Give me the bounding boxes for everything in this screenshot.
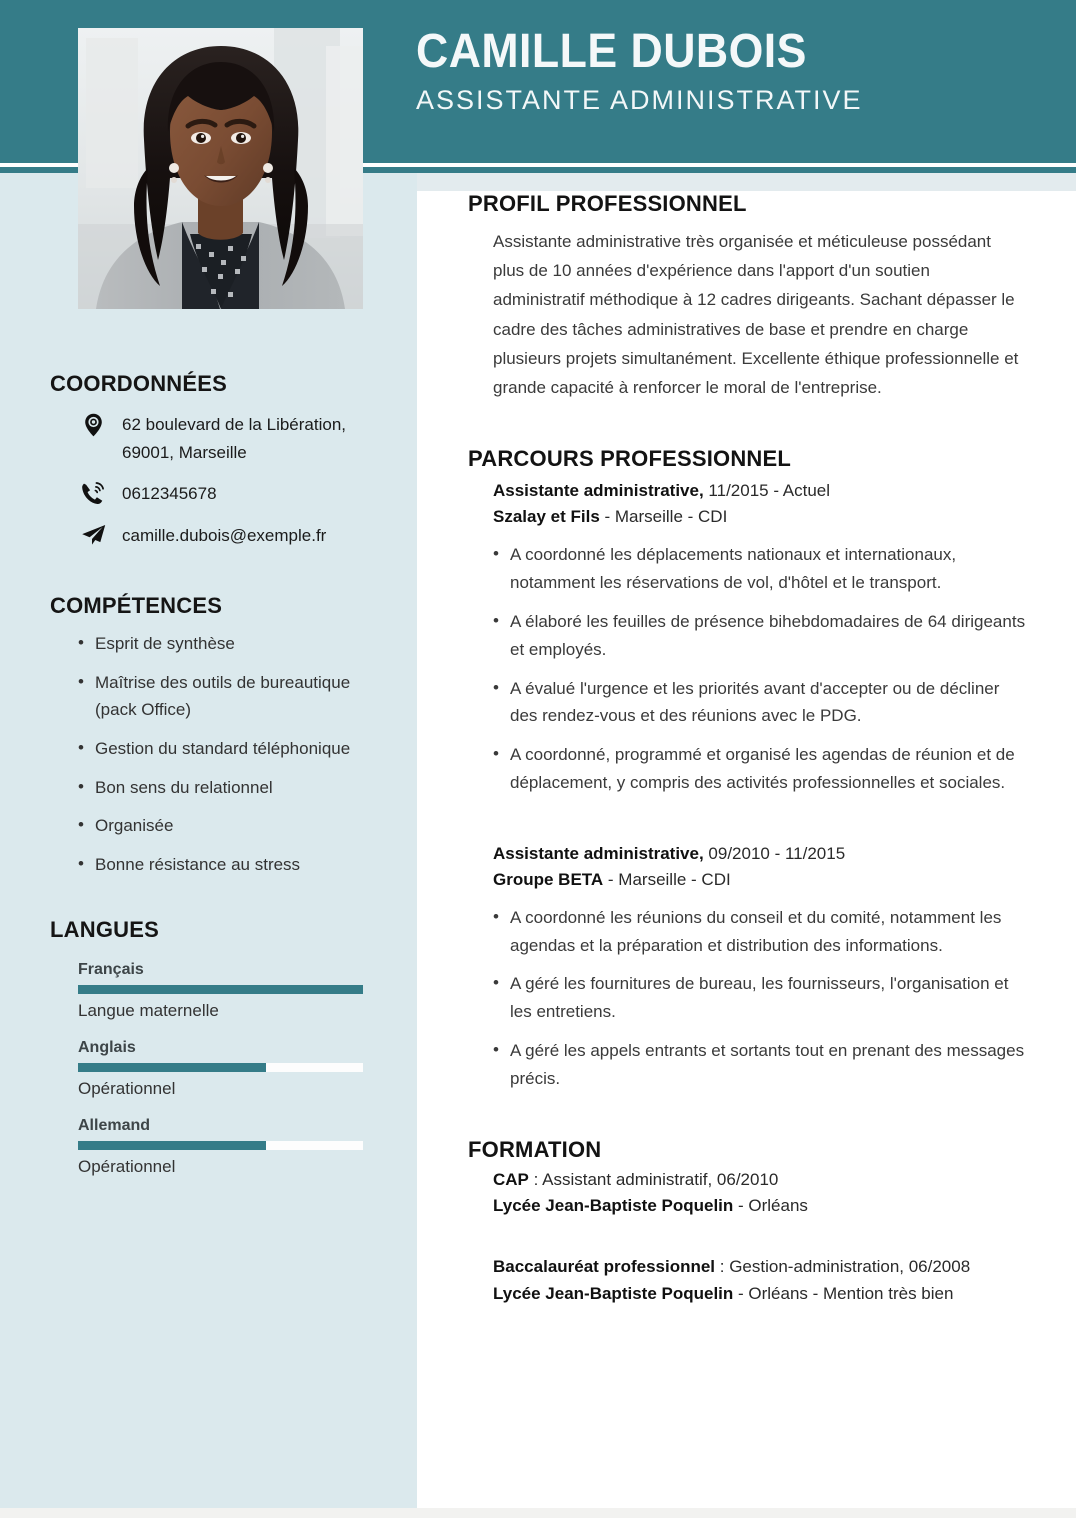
list-item: • Esprit de synthèse (78, 631, 358, 658)
language-name: Allemand (78, 1117, 151, 1135)
language-level-label: Opérationnel (78, 1079, 176, 1099)
education-school-meta: - Orléans (733, 1196, 808, 1216)
education-degree-line (493, 1254, 1028, 1281)
list-item: • A géré les appels entrants et sortants tout en prenant des messages précis. (493, 1037, 1028, 1093)
education-item (493, 1167, 1028, 1220)
list-item: • Gestion du standard téléphonique (78, 736, 358, 763)
contact-item-email[interactable] (78, 522, 417, 550)
experience-company-meta: - Marseille - CDI (599, 507, 728, 527)
language-level-fill (78, 985, 363, 994)
experience-company-meta: - Marseille - CDI (603, 869, 731, 889)
experience-dates: 09/2010 - 11/2015 (703, 844, 846, 864)
job-title: ASSISTANTE ADMINISTRATIVE (416, 84, 863, 115)
contact-heading: COORDONNÉES (50, 371, 227, 396)
sidebar (0, 173, 417, 1177)
list-item: • A géré les fournitures de bureau, les fournisseurs, l'organisation et les entretiens. (493, 970, 1028, 1026)
language-level-label: Langue maternelle (78, 1001, 219, 1021)
map-pin-icon (78, 411, 108, 437)
page-title: CAMILLE DUBOIS (416, 25, 807, 78)
experience-role: Assistante administrative, (493, 844, 704, 864)
experience-company-line (493, 867, 1028, 893)
experience-item (493, 478, 1028, 797)
education-school-line (493, 1193, 1028, 1220)
education-school-meta: - Orléans - Mention très bien (733, 1283, 954, 1303)
list-item: • Bonne résistance au stress (78, 852, 358, 879)
language-level-fill (78, 1141, 266, 1150)
experience-bullets (493, 904, 1028, 1093)
experience-company: Szalay et Fils (493, 507, 600, 527)
education-degree-meta: : Assistant administratif, 06/2010 (528, 1169, 779, 1189)
language-name: Anglais (78, 1039, 136, 1057)
language-level-fill (78, 1063, 266, 1072)
list-item: • A élaboré les feuilles de présence bihebdomadaires de 64 dirigeants et employés. (493, 608, 1028, 664)
language-level-bar (78, 1141, 363, 1150)
experience-bullets (493, 541, 1028, 797)
phone-icon (78, 480, 108, 505)
education-body (493, 1167, 1028, 1307)
header-text (416, 24, 1066, 116)
languages-heading: LANGUES (50, 917, 159, 943)
contact-email-text: camille.dubois@exemple.fr (122, 525, 327, 545)
education-school: Lycée Jean-Baptiste Poquelin (493, 1283, 734, 1303)
profile-text: Assistante administrative très organisée et méticuleuse possédant plus de 10 années d'expérience dans l'apport d'un soutien administratif méthodique à 12 cadres dirigeants. Sachant dépasser le cadre des tâches administratives de base et prendre en charge plusieurs projets simultanément. Excellente éthique professionnelle et grande capacité à renforcer le moral de l'entreprise. (493, 232, 1019, 398)
profile-body (493, 227, 1028, 402)
experience-dates: 11/2015 - Actuel (703, 481, 831, 501)
contact-phone-text: 0612345678 (122, 484, 217, 504)
language-level-label: Opérationnel (78, 1157, 176, 1177)
skills-heading: COMPÉTENCES (50, 593, 223, 619)
language-item (78, 1039, 417, 1099)
language-item (78, 961, 417, 1021)
list-item: • Organisée (78, 813, 358, 840)
contact-address-text: 62 boulevard de la Libération, 69001, Marseille (122, 415, 346, 462)
experience-role-line (493, 478, 1028, 504)
experience-role: Assistante administrative, (493, 481, 704, 501)
skills-list (78, 631, 417, 879)
experience-company: Groupe BETA (493, 869, 604, 889)
main-column (468, 191, 1028, 1307)
experience-heading: PARCOURS PROFESSIONNEL (468, 446, 792, 472)
contact-list (0, 411, 417, 549)
education-degree-line (493, 1167, 1028, 1194)
language-level-bar (78, 985, 363, 994)
profile-heading: PROFIL PROFESSIONNEL (468, 191, 747, 216)
education-school-line (493, 1281, 1028, 1308)
list-item: • A évalué l'urgence et les priorités avant d'accepter ou de décliner des rendez-vous et des réunions avec le PDG. (493, 675, 1028, 731)
experience-body (493, 478, 1028, 1093)
list-item: • Bon sens du relationnel (78, 775, 358, 802)
education-item (493, 1254, 1028, 1307)
language-item (78, 1117, 417, 1177)
education-school: Lycée Jean-Baptiste Poquelin (493, 1196, 734, 1216)
list-item: • Maîtrise des outils de bureautique (pack Office) (78, 670, 358, 724)
languages-list (78, 961, 417, 1177)
education-degree: CAP (493, 1169, 529, 1189)
education-heading: FORMATION (468, 1136, 602, 1162)
experience-role-line (493, 841, 1028, 867)
language-name: Français (78, 961, 144, 979)
main-top-strip (417, 173, 1076, 191)
education-degree: Baccalauréat professionnel (493, 1257, 716, 1276)
contact-item-phone[interactable] (78, 480, 417, 508)
list-item: • A coordonné les déplacements nationaux et internationaux, notamment les réservations de vol, d'hôtel et le transport. (493, 541, 1028, 597)
language-level-bar (78, 1063, 363, 1072)
education-degree-meta: : Gestion-administration, 06/2008 (715, 1257, 971, 1276)
list-item: • A coordonné les réunions du conseil et du comité, notamment les agendas et la préparation et distribution des informations. (493, 904, 1028, 960)
paper-plane-icon (78, 522, 108, 546)
list-item: • A coordonné, programmé et organisé les agendas de réunion et de déplacement, y compris des activités professionnelles et sociales. (493, 741, 1028, 797)
experience-company-line (493, 504, 1028, 530)
experience-item (493, 841, 1028, 1093)
contact-item-address[interactable] (78, 411, 417, 466)
